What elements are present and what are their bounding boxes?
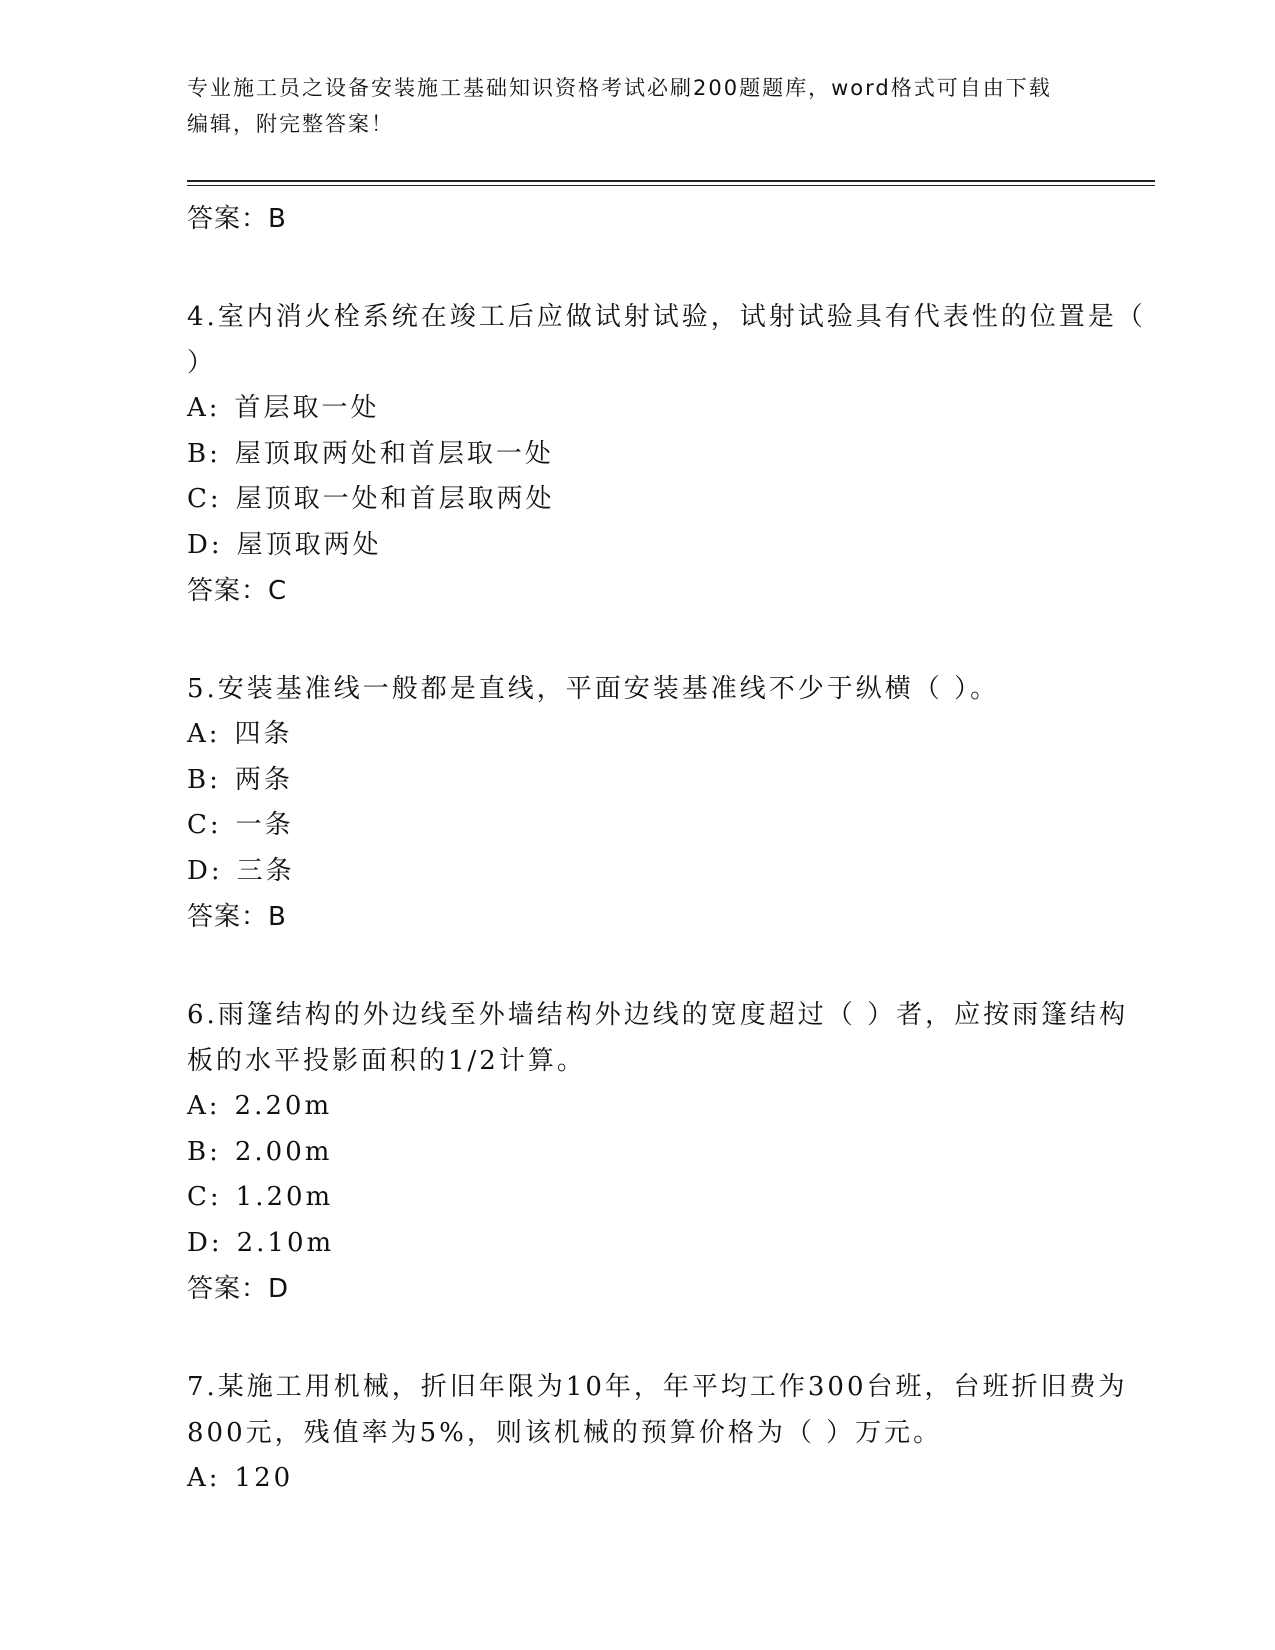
option-a: A: 120 xyxy=(187,1463,294,1493)
question-7 xyxy=(187,1364,1155,1502)
question-stem: 4.室内消火栓系统在竣工后应做试射试验，试射试验具有代表性的位置是（ ） xyxy=(187,302,1146,378)
option-d: D: 三条 xyxy=(187,855,295,886)
option-c: C: 1.20m xyxy=(187,1182,334,1212)
question-stem: 7.某施工用机械，折旧年限为10年，年平均工作300台班，台班折旧费为800元，残值率为5%，则该机械的预算价格为（ ）万元。 xyxy=(187,1372,1128,1448)
answer-line: 答案：D xyxy=(187,1274,290,1304)
answer-line: 答案：B xyxy=(187,902,287,932)
question-4 xyxy=(187,294,1155,614)
option-d: D: 2.10m xyxy=(187,1227,335,1258)
option-c: C: 一条 xyxy=(187,810,294,840)
question-stem: 6.雨篷结构的外边线至外墙结构外边线的宽度超过（ ）者，应按雨篷结构板的水平投影面积的1/2计算。 xyxy=(187,1000,1129,1076)
option-a: A: 四条 xyxy=(187,719,293,749)
document-page xyxy=(187,70,1155,1502)
question-stem: 5.安装基准线一般都是直线，平面安装基准线不少于纵横（ ）。 xyxy=(187,674,1000,704)
option-a: A: 2.20m xyxy=(187,1091,333,1121)
option-d: D: 屋顶取两处 xyxy=(187,529,382,560)
header-divider xyxy=(187,180,1155,186)
question-5 xyxy=(187,666,1155,940)
option-b: B: 两条 xyxy=(187,764,293,795)
answer-line: 答案：C xyxy=(187,576,288,606)
question-6 xyxy=(187,992,1155,1312)
answer-line: 答案：B xyxy=(187,204,287,234)
option-b: B: 2.00m xyxy=(187,1136,333,1167)
document-header: 专业施工员之设备安装施工基础知识资格考试必刷200题题库，word格式可自由下载编辑，附完整答案！ xyxy=(187,76,1052,136)
option-b: B: 屋顶取两处和首层取一处 xyxy=(187,438,554,469)
option-a: A: 首层取一处 xyxy=(187,393,380,423)
option-c: C: 屋顶取一处和首层取两处 xyxy=(187,484,555,514)
